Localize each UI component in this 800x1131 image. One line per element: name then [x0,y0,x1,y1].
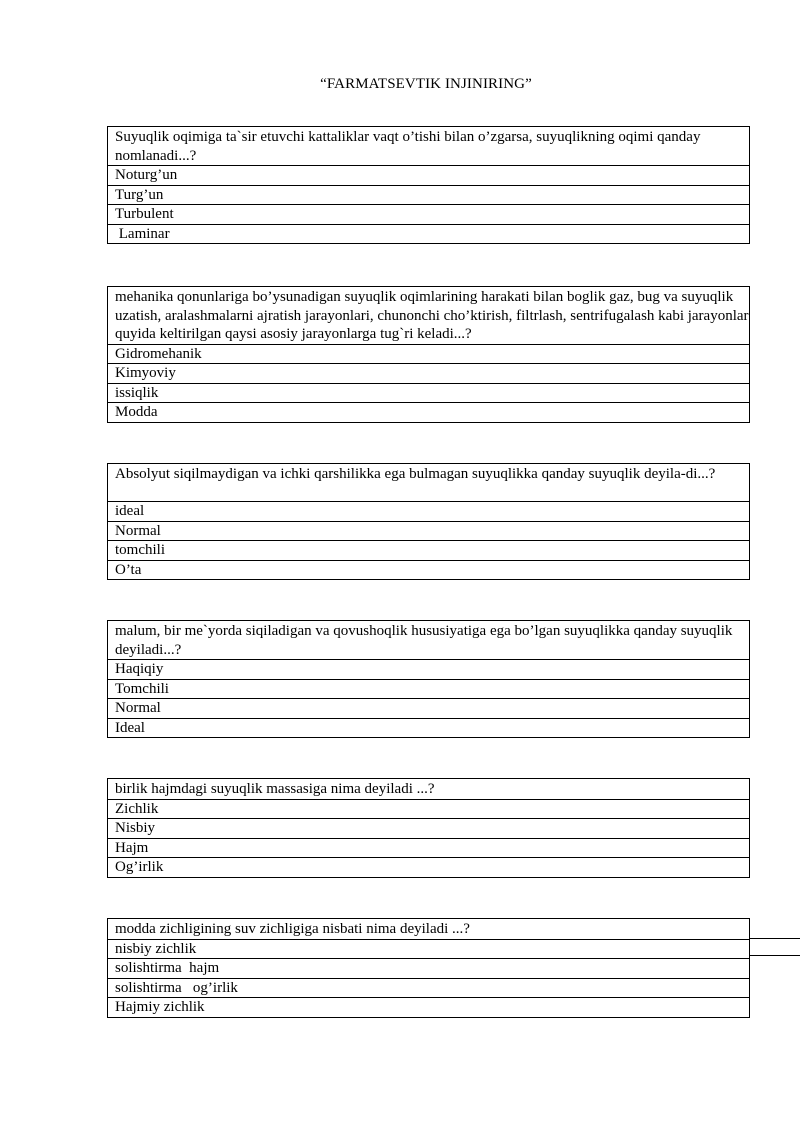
question-table-3 [107,463,750,580]
question-text: mehanika qonunlariga bo’ysunadigan suyuqlik oqimlarining harakati bilan boglik gaz, bug va suyuqlik uzatish, aralashmalarni ajratish jarayonlari, chunonchi cho’ktirish, filtrlash, sentrifugalash kabi jarayonlar quyida keltirilgan qaysi asosiy jarayonlarga tug`ri keladi...? [108,287,750,345]
answer-option[interactable]: solishtirma hajm [108,959,750,979]
answer-option[interactable]: Turbulent [108,205,750,225]
answer-option[interactable]: Normal [108,699,750,719]
answer-option[interactable]: Og’irlik [108,858,750,878]
answer-option[interactable]: Hajmiy zichlik [108,998,750,1018]
table-row-extension [750,938,800,956]
question-block-1 [107,126,750,244]
answer-option[interactable]: Zichlik [108,799,750,819]
question-block-3 [107,463,750,580]
answer-option[interactable]: Gidromehanik [108,344,750,364]
answer-option[interactable]: Laminar [108,224,750,244]
question-text: modda zichligining suv zichligiga nisbati nima deyiladi ...? [108,919,750,940]
answer-option[interactable]: O’ta [108,560,750,580]
question-table-1 [107,126,750,244]
answer-option[interactable]: Modda [108,403,750,423]
answer-option[interactable]: nisbiy zichlik [108,939,750,959]
question-text: Absolyut siqilmaydigan va ichki qarshilikka ega bulmagan suyuqlikka qanday suyuqlik deyila-di...? [108,464,750,502]
question-table-4 [107,620,750,738]
question-table-2 [107,286,750,423]
answer-option[interactable]: Noturg’un [108,166,750,186]
question-block-5 [107,778,750,878]
question-block-4 [107,620,750,738]
answer-option[interactable]: Hajm [108,838,750,858]
answer-option[interactable]: Turg’un [108,185,750,205]
page-title: “FARMATSEVTIK INJINIRING” [320,76,532,92]
question-text: malum, bir me`yorda siqiladigan va qovushoqlik hususiyatiga ega bo’lgan suyuqlikka qanday suyuqlik deyiladi...? [108,621,750,660]
answer-option[interactable]: Normal [108,521,750,541]
answer-option[interactable]: Kimyoviy [108,364,750,384]
answer-option[interactable]: solishtirma og’irlik [108,978,750,998]
question-table-6 [107,918,750,1018]
question-block-6 [107,918,750,1018]
answer-option[interactable]: Ideal [108,718,750,738]
question-table-5 [107,778,750,878]
question-block-2 [107,286,750,423]
answer-option[interactable]: Haqiqiy [108,660,750,680]
question-text: Suyuqlik oqimiga ta`sir etuvchi kattaliklar vaqt o’tishi bilan o’zgarsa, suyuqlikning oqimi qanday nomlanadi...? [108,127,750,166]
answer-option[interactable]: Tomchili [108,679,750,699]
answer-option[interactable]: tomchili [108,541,750,561]
question-text: birlik hajmdagi suyuqlik massasiga nima deyiladi ...? [108,779,750,800]
answer-option[interactable]: Nisbiy [108,819,750,839]
answer-option[interactable]: issiqlik [108,383,750,403]
answer-option[interactable]: ideal [108,502,750,522]
